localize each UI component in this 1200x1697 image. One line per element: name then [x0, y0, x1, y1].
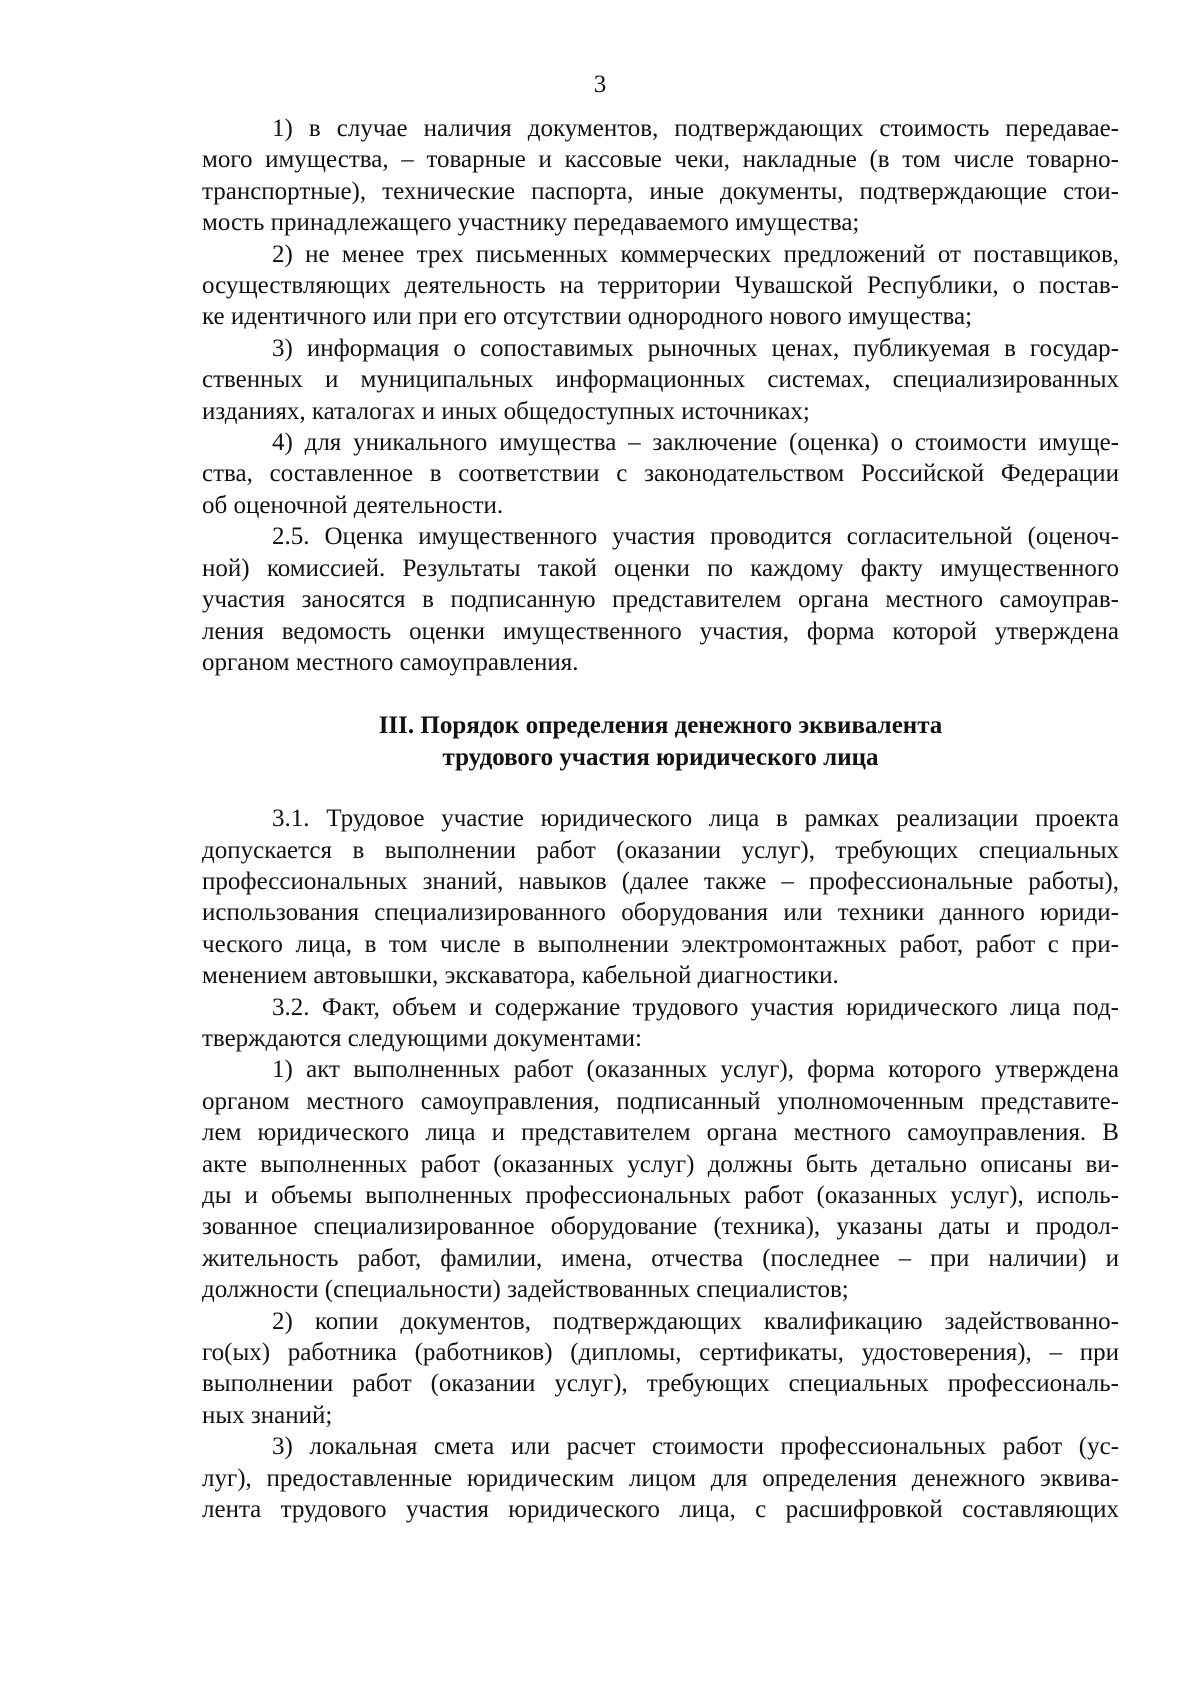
- text-line: ке идентичного или при его отсутствии однородного нового имущества;: [202, 303, 973, 331]
- text-line: 3) локальная смета или расчет стоимости профессиональных работ (ус-: [272, 1433, 1119, 1461]
- text-line: допускается в выполнении работ (оказании услуг), требующих специальных: [202, 836, 1119, 864]
- text-line: выполнении работ (оказании услуг), требующих специальных профессиональ-: [202, 1370, 1119, 1398]
- text-line: 1) акт выполненных работ (оказанных услуг), форма которого утверждена: [272, 1056, 1119, 1084]
- text-line: ды и объемы выполненных профессиональных работ (оказанных услуг), исполь-: [202, 1182, 1119, 1209]
- text-line: ческого лица, в том числе в выполнении электромонтажных работ, работ с при-: [202, 930, 1119, 958]
- text-line: тверждаются следующими документами:: [202, 1024, 642, 1052]
- text-line: органом местного самоуправления, подписанный уполномоченным представите-: [202, 1087, 1119, 1115]
- text-line: 4) для уникального имущества – заключение (оценка) о стоимости имуще-: [272, 429, 1119, 457]
- text-line: транспортные), технические паспорта, иные документы, подтверждающие стои-: [202, 177, 1119, 205]
- text-line: 2) копии документов, подтверждающих квалификацию задействованно-: [272, 1307, 1119, 1335]
- text-line: ления ведомость оценки имущественного участия, форма которой утверждена: [202, 617, 1119, 645]
- text-line: лента трудового участия юридического лица, с расшифровкой составляющих: [202, 1496, 1119, 1524]
- paragraph: [202, 803, 1119, 991]
- spacer: [202, 678, 1119, 710]
- paragraph: [202, 113, 1119, 239]
- paragraph: [202, 239, 1119, 333]
- spacer: [202, 773, 1119, 803]
- text-line: использования специализированного оборудования или техники данного юриди-: [202, 899, 1119, 927]
- paragraph: [202, 427, 1119, 521]
- paragraph: [202, 1306, 1119, 1432]
- text-line: 3.2. Факт, объем и содержание трудового участия юридического лица под-: [272, 993, 1119, 1021]
- text-line: 3.1. Трудовое участие юридического лица в рамках реализации проекта: [272, 805, 1119, 833]
- text-line: органом местного самоуправления.: [202, 648, 579, 676]
- text-line: мого имущества, – товарные и кассовые чеки, накладные (в том числе товарно-: [202, 146, 1119, 174]
- text-line: жительность работ, фамилии, имена, отчества (последнее – при наличии) и: [202, 1244, 1119, 1272]
- heading-line: трудового участия юридического лица: [442, 743, 879, 771]
- text-line: ных знаний;: [202, 1401, 333, 1429]
- paragraph: [202, 992, 1119, 1055]
- text-line: зованное специализированное оборудование (техника), указаны даты и продол-: [202, 1213, 1119, 1241]
- text-line: участия заносятся в подписанную представителем органа местного самоуправ-: [202, 586, 1119, 614]
- text-line: профессиональных знаний, навыков (далее также – профессиональные работы),: [202, 867, 1119, 895]
- page-number: 3: [593, 71, 607, 98]
- text-line: об оценочной деятельности.: [202, 491, 504, 519]
- text-line: осуществляющих деятельность на территории Чувашской Республики, о постав-: [202, 272, 1119, 300]
- text-line: го(ых) работника (работников) (дипломы, сертификаты, удостоверения), – при: [202, 1339, 1119, 1367]
- heading-line: III. Порядок определения денежного эквивалента: [378, 712, 943, 740]
- text-line: луг), предоставленные юридическим лицом для определения денежного эквива-: [202, 1464, 1119, 1492]
- text-line: должности (специальности) задействованных специалистов;: [202, 1276, 849, 1304]
- paragraph: [202, 1431, 1119, 1525]
- document-body: [202, 113, 1119, 1525]
- text-line: изданиях, каталогах и иных общедоступных источниках;: [202, 397, 810, 425]
- paragraph: [202, 1054, 1119, 1305]
- text-line: лем юридического лица и представителем органа местного самоуправления. В: [202, 1119, 1119, 1147]
- text-line: ства, составленное в соответствии с законодательством Российской Федерации: [202, 460, 1119, 488]
- text-line: 1) в случае наличия документов, подтверждающих стоимость передавае-: [272, 115, 1119, 142]
- text-line: ной) комиссией. Результаты такой оценки по каждому факту имущественного: [202, 554, 1119, 582]
- paragraph: [202, 521, 1119, 678]
- text-line: мость принадлежащего участнику передаваемого имущества;: [202, 209, 860, 237]
- text-line: акте выполненных работ (оказанных услуг) должны быть детально описаны ви-: [202, 1150, 1119, 1178]
- section-heading: [202, 710, 1119, 773]
- text-line: 2.5. Оценка имущественного участия проводится согласительной (оценоч-: [272, 523, 1119, 551]
- text-line: менением автовышки, экскаватора, кабельной диагностики.: [202, 962, 839, 990]
- paragraph: [202, 333, 1119, 427]
- text-line: ственных и муниципальных информационных системах, специализированных: [202, 366, 1119, 394]
- text-line: 2) не менее трех письменных коммерческих предложений от поставщиков,: [272, 240, 1119, 268]
- text-line: 3) информация о сопоставимых рыночных ценах, публикуемая в государ-: [272, 334, 1119, 362]
